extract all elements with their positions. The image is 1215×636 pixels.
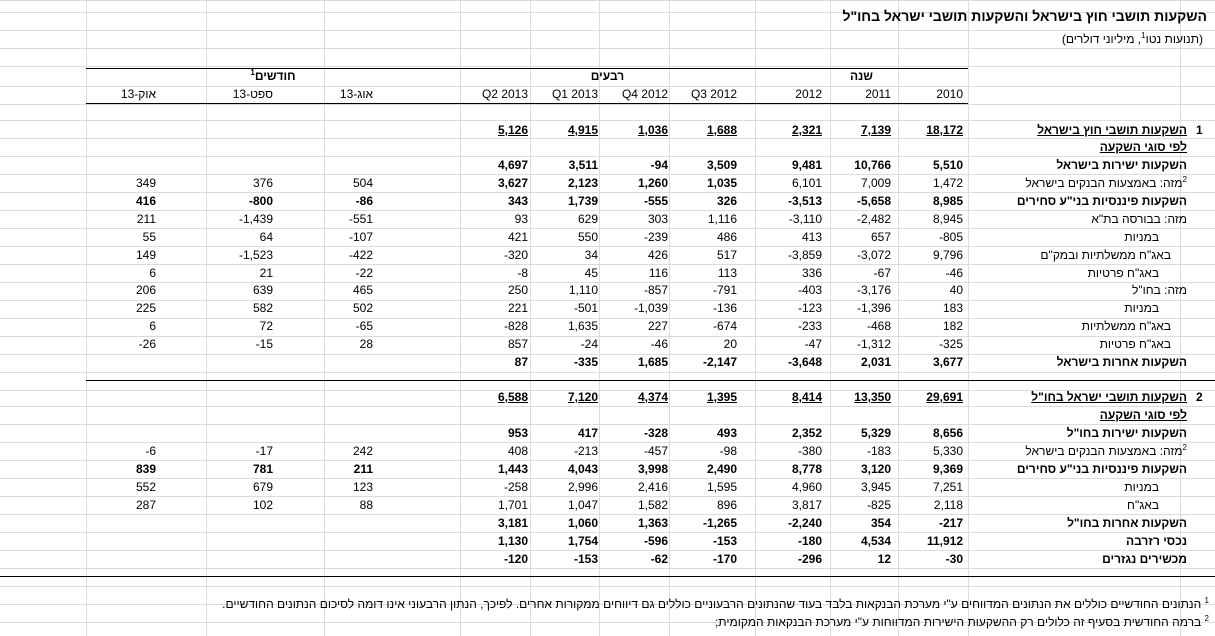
group-header-year: שנה	[850, 69, 873, 83]
data-cell[interactable]: 6	[149, 266, 156, 280]
data-cell[interactable]: -120	[503, 552, 528, 566]
data-cell[interactable]: 72	[259, 319, 273, 333]
data-cell[interactable]: 93	[514, 212, 528, 226]
row-label-text: השקעות תושבי חוץ בישראל	[1037, 123, 1187, 137]
row-label	[977, 139, 1187, 156]
row-label	[977, 407, 1187, 424]
data-cell[interactable]: -26	[138, 337, 156, 351]
data-cell[interactable]: -2,240	[787, 516, 822, 530]
subtitle-footnote-mark: 1	[1141, 31, 1146, 40]
data-cell[interactable]: 857	[507, 337, 528, 351]
data-cell[interactable]: 12	[877, 552, 891, 566]
data-cell[interactable]: 4,915	[567, 123, 598, 137]
data-cell[interactable]: -86	[355, 194, 373, 208]
data-cell[interactable]: 1,685	[637, 355, 668, 369]
data-cell[interactable]: 657	[870, 230, 891, 244]
row-label	[949, 229, 1159, 246]
data-cell[interactable]: -217	[938, 516, 963, 530]
data-cell[interactable]: -825	[866, 498, 891, 512]
data-cell[interactable]: 40	[949, 283, 963, 297]
sheet-subtitle	[803, 31, 1203, 48]
data-cell[interactable]: 2,996	[567, 480, 598, 494]
subtitle-end: , מיליוני דולרים)	[1061, 32, 1142, 46]
data-cell[interactable]: -15	[255, 337, 273, 351]
data-cell[interactable]: -3,072	[856, 248, 891, 262]
data-cell[interactable]: 88	[359, 498, 373, 512]
data-cell[interactable]: 6,101	[791, 176, 822, 190]
data-cell[interactable]: 465	[352, 283, 373, 297]
data-cell[interactable]: 1,688	[706, 123, 737, 137]
data-cell[interactable]: 2,416	[637, 480, 668, 494]
data-cell[interactable]: 116	[648, 266, 668, 280]
data-cell[interactable]: 7,120	[567, 390, 598, 404]
row-label	[977, 461, 1187, 478]
data-cell[interactable]: -30	[945, 552, 963, 566]
row-label-text: השקעות ישירות בחו"ל	[1066, 426, 1187, 440]
grid-row-line	[0, 568, 1215, 569]
data-cell[interactable]: 679	[252, 480, 273, 494]
row-number: 1	[1196, 123, 1203, 137]
row-label-text: השקעות פיננסיות בני"ע סחירים	[1016, 462, 1187, 476]
data-cell[interactable]: 354	[870, 516, 891, 530]
data-cell[interactable]: 2,321	[791, 123, 822, 137]
column-header: Q2 2013	[481, 87, 528, 101]
group-header-quarters: רבעים	[590, 69, 625, 83]
row-label-text: באג"ח ממשלתיות ובמק"ם	[1040, 248, 1171, 262]
data-cell[interactable]: -24	[580, 337, 598, 351]
data-cell[interactable]: 4,374	[637, 390, 668, 404]
data-cell[interactable]: 781	[252, 462, 273, 476]
data-cell[interactable]: 1,443	[497, 462, 528, 476]
data-cell[interactable]: 18,172	[926, 123, 963, 137]
data-cell[interactable]: 504	[352, 176, 373, 190]
data-cell[interactable]: 376	[252, 176, 273, 190]
data-cell[interactable]: 3,511	[568, 158, 598, 172]
data-cell[interactable]: -422	[348, 248, 373, 262]
data-cell[interactable]: -258	[503, 480, 528, 494]
column-header: Q3 2012	[690, 87, 737, 101]
footnote-text: ברמה החודשית בסעיף זה כלולים רק ההשקעות הישירות המדווחות ע"י מערכת הבנקאות המקומית;	[714, 615, 1202, 629]
data-cell[interactable]: 3,817	[791, 498, 822, 512]
data-cell[interactable]: -3,513	[787, 194, 822, 208]
column-header: אוק-13	[120, 87, 156, 101]
data-cell[interactable]: 839	[135, 462, 156, 476]
data-cell[interactable]: 6	[149, 319, 156, 333]
row-label	[977, 193, 1187, 210]
data-cell[interactable]: 502	[352, 301, 373, 315]
header-bottom-line	[86, 103, 968, 104]
row-label	[949, 265, 1159, 282]
row-label	[977, 389, 1187, 406]
row-number: 2	[1196, 390, 1203, 404]
data-cell[interactable]: 227	[647, 319, 668, 333]
grid-row-line	[0, 0, 1215, 1]
data-cell[interactable]: 45	[584, 266, 598, 280]
data-cell[interactable]: 1,472	[932, 176, 963, 190]
data-cell[interactable]: 2,490	[706, 462, 737, 476]
months-label: חודשים	[254, 69, 296, 83]
data-cell[interactable]: 102	[252, 498, 273, 512]
row-label-text: באג"ח	[1127, 498, 1159, 512]
data-cell[interactable]: 953	[507, 426, 528, 440]
data-cell[interactable]: -5,658	[856, 194, 891, 208]
data-cell[interactable]: 21	[259, 266, 273, 280]
data-cell[interactable]: -136	[712, 301, 737, 315]
data-cell[interactable]: 896	[716, 498, 737, 512]
row-label	[977, 551, 1187, 568]
data-cell[interactable]: 225	[135, 301, 156, 315]
data-cell[interactable]: 426	[647, 248, 668, 262]
row-label	[977, 175, 1187, 192]
data-cell[interactable]: -3,110	[788, 212, 822, 226]
column-header: אוג-13	[339, 87, 373, 101]
row-label-text: השקעות תושבי ישראל בחו"ל	[1031, 390, 1187, 404]
data-cell[interactable]: 1,060	[567, 516, 598, 530]
row-label	[949, 300, 1159, 317]
data-cell[interactable]: 8,656	[932, 426, 963, 440]
data-cell[interactable]: 4,960	[791, 480, 822, 494]
data-cell[interactable]: -239	[643, 230, 668, 244]
column-header: 2010	[936, 87, 963, 101]
data-cell[interactable]: 1,635	[567, 319, 598, 333]
grid-row-line	[0, 48, 1215, 49]
data-cell[interactable]: 639	[252, 283, 273, 297]
data-cell[interactable]: 343	[507, 194, 528, 208]
data-cell[interactable]: -62	[650, 552, 668, 566]
data-cell[interactable]: -325	[938, 337, 963, 351]
data-cell[interactable]: 493	[716, 426, 737, 440]
data-cell[interactable]: 6,588	[497, 390, 528, 404]
data-cell[interactable]: 2,352	[791, 426, 822, 440]
subtitle-start: (תנועות נטו	[1145, 32, 1203, 46]
grid-row-line	[0, 586, 1215, 587]
row-label-text: השקעות פיננסיות בני"ע סחירים	[1016, 194, 1187, 208]
row-label	[977, 157, 1187, 174]
row-label-text: מזה: באמצעות הבנקים בישראל	[1025, 176, 1183, 190]
data-cell[interactable]: 1,047	[567, 498, 598, 512]
data-cell[interactable]: -153	[712, 534, 737, 548]
data-cell[interactable]: 336	[801, 266, 822, 280]
data-cell[interactable]: 408	[507, 444, 528, 458]
row-label	[977, 122, 1187, 139]
row-label	[977, 282, 1187, 299]
data-cell[interactable]: -1,439	[238, 212, 273, 226]
data-cell[interactable]: -213	[573, 444, 598, 458]
data-cell[interactable]: 11,912	[926, 534, 963, 548]
data-cell[interactable]: 3,945	[860, 480, 891, 494]
row-label-text: לפי סוגי השקעה	[1099, 408, 1187, 422]
data-cell[interactable]: 10,766	[854, 158, 891, 172]
row-label-text: נכסי רזרבה	[1125, 534, 1187, 548]
data-cell[interactable]: 242	[352, 444, 373, 458]
footnote	[109, 596, 1209, 613]
data-cell[interactable]: -3,648	[787, 355, 822, 369]
data-cell[interactable]: -1,396	[856, 301, 891, 315]
data-cell[interactable]: -47	[804, 337, 822, 351]
data-cell[interactable]: 8,778	[791, 462, 822, 476]
data-cell[interactable]: 349	[135, 176, 156, 190]
data-cell[interactable]: -1,312	[856, 337, 891, 351]
data-cell[interactable]: -46	[650, 337, 668, 351]
data-cell[interactable]: 182	[942, 319, 963, 333]
data-cell[interactable]: 149	[135, 248, 156, 262]
data-cell[interactable]: -296	[797, 552, 822, 566]
data-cell[interactable]: 3,627	[497, 176, 528, 190]
data-cell[interactable]: -857	[643, 283, 668, 297]
data-cell[interactable]: 5,330	[932, 444, 963, 458]
data-cell[interactable]: -805	[938, 230, 963, 244]
data-cell[interactable]: 486	[716, 230, 737, 244]
data-cell[interactable]: -2,482	[856, 212, 891, 226]
months-footnote-mark: 1	[250, 68, 255, 77]
data-cell[interactable]: 1,260	[637, 176, 668, 190]
data-cell[interactable]: -67	[873, 266, 891, 280]
data-cell[interactable]: 123	[352, 480, 373, 494]
data-cell[interactable]: 13,350	[854, 390, 891, 404]
column-header: 2012	[795, 87, 822, 101]
data-cell[interactable]: 417	[577, 426, 598, 440]
data-cell[interactable]: 517	[716, 248, 737, 262]
row-label	[961, 247, 1171, 264]
row-label-text: לפי סוגי השקעה	[1099, 140, 1187, 154]
data-cell[interactable]: -153	[573, 552, 598, 566]
row-label	[977, 533, 1187, 550]
data-cell[interactable]: 4,534	[860, 534, 891, 548]
data-cell[interactable]: 1,035	[706, 176, 737, 190]
row-label	[961, 318, 1171, 335]
data-cell[interactable]: 29,691	[926, 390, 963, 404]
grid-row-line	[0, 372, 1215, 373]
data-cell[interactable]: -1,523	[238, 248, 273, 262]
data-cell[interactable]: -183	[866, 444, 891, 458]
row-label	[977, 515, 1187, 532]
data-cell[interactable]: 413	[801, 230, 822, 244]
row-label-text: באג"ח ממשלתיות	[1081, 319, 1171, 333]
column-header: ספט-13	[232, 87, 273, 101]
row-label-text: מזה: בבורסה בת"א	[1091, 212, 1187, 226]
data-cell[interactable]: -94	[650, 158, 668, 172]
data-cell[interactable]: 183	[942, 301, 963, 315]
data-cell[interactable]: -3,176	[856, 283, 891, 297]
row-label	[949, 497, 1159, 514]
grid-row-line	[0, 120, 1215, 121]
data-cell[interactable]: 28	[359, 337, 373, 351]
grid-row-line	[0, 104, 1215, 105]
data-cell[interactable]: 2,031	[860, 355, 891, 369]
section-divider	[86, 380, 1215, 381]
data-cell[interactable]: 1,130	[497, 534, 528, 548]
row-label-text: מזה: בחו"ל	[1132, 283, 1187, 297]
sheet-title: השקעות תושבי חוץ בישראל והשקעות תושבי ישראל בחו"ל	[842, 8, 1207, 24]
data-cell[interactable]: 4,697	[497, 158, 528, 172]
data-cell[interactable]: -501	[573, 301, 598, 315]
column-header: Q1 2013	[551, 87, 598, 101]
data-cell[interactable]: 5,126	[497, 123, 528, 137]
data-cell[interactable]: 3,181	[497, 516, 528, 530]
data-cell[interactable]: -8	[517, 266, 528, 280]
data-cell[interactable]: 629	[577, 212, 598, 226]
data-cell[interactable]: -403	[797, 283, 822, 297]
data-cell[interactable]: -98	[719, 444, 737, 458]
data-cell[interactable]: -828	[503, 319, 528, 333]
row-label	[977, 354, 1187, 371]
data-cell[interactable]: 421	[507, 230, 528, 244]
data-cell[interactable]: 1,110	[568, 283, 598, 297]
row-label-text: במניות	[1124, 301, 1159, 315]
data-cell[interactable]: 552	[135, 480, 156, 494]
footnote-number: 2	[1204, 614, 1209, 623]
data-cell[interactable]: 326	[716, 194, 737, 208]
data-cell[interactable]: 1,036	[637, 123, 668, 137]
table-bottom-line	[0, 576, 1215, 577]
data-cell[interactable]: 206	[135, 283, 156, 297]
data-cell[interactable]: -457	[643, 444, 668, 458]
data-cell[interactable]: -468	[866, 319, 891, 333]
data-cell[interactable]: -170	[712, 552, 737, 566]
data-cell[interactable]: 8,945	[932, 212, 963, 226]
data-cell[interactable]: -335	[573, 355, 598, 369]
footnote-text: הנתונים החודשיים כוללים את הנתונים המדווחים ע"י מערכת הבנקאות בלבד בעוד שהנתונים הרבעוניים כוללים גם דיווחים ממקורות אחרים. לפיכך, הנתון הרבעוני אינו דומה לסיכום הנתונים החודשיים.	[222, 597, 1202, 611]
data-cell[interactable]: 55	[142, 230, 156, 244]
footnote-mark: 2	[1182, 443, 1187, 452]
data-cell[interactable]: 287	[135, 498, 156, 512]
data-cell[interactable]: -107	[348, 230, 373, 244]
row-label-text: השקעות אחרות בישראל	[1056, 355, 1187, 369]
data-cell[interactable]: 1,701	[497, 498, 528, 512]
data-cell[interactable]: 8,985	[932, 194, 963, 208]
data-cell[interactable]: -22	[355, 266, 373, 280]
data-cell[interactable]: 34	[584, 248, 598, 262]
data-cell[interactable]: 1,363	[637, 516, 668, 530]
data-cell[interactable]: 4,043	[567, 462, 598, 476]
data-cell[interactable]: 416	[135, 194, 156, 208]
data-cell[interactable]: 9,481	[791, 158, 822, 172]
data-cell[interactable]: -17	[255, 444, 273, 458]
data-cell[interactable]: -3,859	[787, 248, 822, 262]
data-cell[interactable]: 3,120	[860, 462, 891, 476]
data-cell[interactable]: 3,998	[637, 462, 668, 476]
data-cell[interactable]: 7,009	[860, 176, 891, 190]
row-label-text: מכשירים נגזרים	[1102, 552, 1187, 566]
data-cell[interactable]: 3,677	[932, 355, 963, 369]
data-cell[interactable]: 9,369	[932, 462, 963, 476]
data-cell[interactable]: 582	[252, 301, 273, 315]
data-cell[interactable]: -596	[643, 534, 668, 548]
row-label-text: במניות	[1124, 230, 1159, 244]
row-label-text: במניות	[1124, 480, 1159, 494]
data-cell[interactable]: 1,395	[706, 390, 737, 404]
data-cell[interactable]: 550	[577, 230, 598, 244]
data-cell[interactable]: -2,147	[702, 355, 737, 369]
data-cell[interactable]: -674	[712, 319, 737, 333]
data-cell[interactable]: -555	[643, 194, 668, 208]
data-cell[interactable]: 2,118	[933, 498, 963, 512]
row-label-text: השקעות ישירות בישראל	[1056, 158, 1187, 172]
data-cell[interactable]: -65	[355, 319, 373, 333]
data-cell[interactable]: 7,251	[932, 480, 963, 494]
row-label	[977, 211, 1187, 228]
data-cell[interactable]: 64	[259, 230, 273, 244]
data-cell[interactable]: 1,582	[637, 498, 668, 512]
data-cell[interactable]: 8,414	[791, 390, 822, 404]
row-label	[949, 479, 1159, 496]
row-label-text: באג"ח פרטיות	[1099, 337, 1171, 351]
row-label-text: באג"ח פרטיות	[1087, 266, 1159, 280]
column-header: 2011	[865, 87, 891, 101]
data-cell[interactable]: 113	[717, 266, 737, 280]
data-cell[interactable]: 211	[136, 212, 156, 226]
data-cell[interactable]: 5,510	[932, 158, 963, 172]
data-cell[interactable]: 221	[507, 301, 528, 315]
data-cell[interactable]: -551	[348, 212, 373, 226]
data-cell[interactable]: -791	[712, 283, 737, 297]
data-cell[interactable]: 5,329	[860, 426, 891, 440]
row-label	[977, 443, 1187, 460]
data-cell[interactable]: -123	[797, 301, 822, 315]
row-label	[961, 336, 1171, 353]
data-cell[interactable]: 3,509	[706, 158, 737, 172]
footnote	[109, 614, 1209, 631]
data-cell[interactable]: -6	[145, 444, 156, 458]
data-cell[interactable]: 1,595	[706, 480, 737, 494]
data-cell[interactable]: -180	[797, 534, 822, 548]
grid-row-line	[0, 66, 1215, 67]
data-cell[interactable]: -800	[248, 194, 273, 208]
data-cell[interactable]: -380	[797, 444, 822, 458]
data-cell[interactable]: 20	[723, 337, 737, 351]
data-cell[interactable]: -328	[643, 426, 668, 440]
data-cell[interactable]: -233	[797, 319, 822, 333]
column-header: Q4 2012	[621, 87, 668, 101]
data-cell[interactable]: -320	[503, 248, 528, 262]
data-cell[interactable]: -1,265	[702, 516, 737, 530]
data-cell[interactable]: 250	[507, 283, 528, 297]
data-cell[interactable]: 211	[353, 462, 373, 476]
data-cell[interactable]: 303	[647, 212, 668, 226]
footnote-number: 1	[1204, 596, 1209, 605]
data-cell[interactable]: 1,739	[567, 194, 598, 208]
data-cell[interactable]: -46	[945, 266, 963, 280]
data-cell[interactable]: 87	[514, 355, 528, 369]
row-label-text: השקעות אחרות בחו"ל	[1067, 516, 1187, 530]
data-cell[interactable]: 9,796	[932, 248, 963, 262]
row-label-text: מזה: באמצעות הבנקים בישראל	[1025, 444, 1183, 458]
data-cell[interactable]: 1,754	[567, 534, 598, 548]
row-label	[977, 425, 1187, 442]
data-cell[interactable]: 7,139	[860, 123, 891, 137]
footnote-mark: 2	[1182, 175, 1187, 184]
group-header-months	[86, 68, 460, 85]
data-cell[interactable]: 2,123	[567, 176, 598, 190]
data-cell[interactable]: -1,039	[633, 301, 668, 315]
data-cell[interactable]: 1,116	[707, 212, 737, 226]
